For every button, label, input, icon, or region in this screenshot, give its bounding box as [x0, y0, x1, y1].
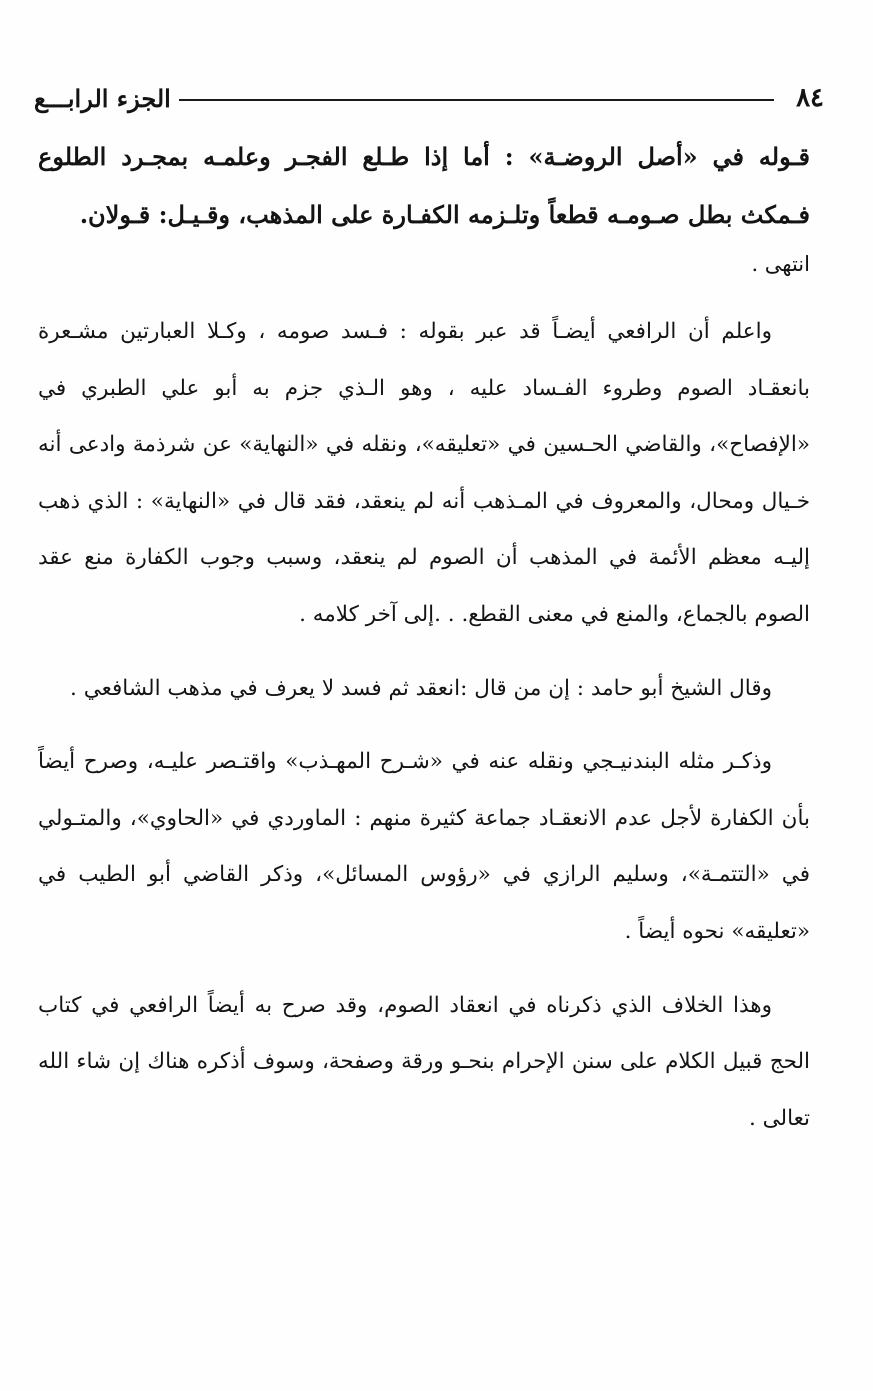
- quote-ending: انتهى .: [751, 252, 810, 276]
- paragraph: وذكـر مثله البندنيـجي ونقله عنه في «شـرح المهـذب» واقتـصر عليـه، وصرح أيضاً بأن الكفارة لأجل عدم الانعقـاد جماعة كثيرة منهم : الماوردي في «الحاوي»، والمتـولي في «التتمـة»، وسليم الرازي في «رؤوس المسائل»، وذكر القاضي أبو الطيب في «تعليقه» نحوه أيضاً .: [38, 749, 810, 944]
- running-header: [34, 78, 824, 118]
- quoted-passage: قـوله في «أصل الروضـة» : أما إذا طـلع الفجـر وعلمـه بمجـرد الطلوع فـمكث بطل صـومـه قطعاً وتلـزمه الكفـارة على المذهب، وقـيـل: قـولان.: [38, 142, 810, 229]
- running-title: الجزء الرابـــع: [34, 83, 171, 113]
- page-body: [38, 128, 810, 1164]
- paragraph: وهذا الخلاف الذي ذكرناه في انعقاد الصوم، وقد صرح به أيضاً الرافعي في كتاب الحج قبيل الكلام على سنن الإحرام بنحـو ورقة وصفحة، وسوف أذكره هناك إن شاء الله تعالى .: [38, 992, 810, 1131]
- header-rule: [179, 99, 774, 101]
- page-number: ٨٤: [796, 83, 824, 113]
- paragraph: واعلم أن الرافعي أيضـاً قد عبر بقوله : فـسد صومه ، وكـلا العبارتين مشـعرة بانعقـاد الصوم وطروء الفـساد عليه ، وهو الـذي جزم به أبو علي الطبري في «الإفصاح»، والقاضي الحـسين في «تعليقه»، ونقله في «النهاية» عن شرذمة وادعى أنه خـيال ومحال، والمعروف في المـذهب أنه لم ينعقد، فقد قال في «النهاية» : الذي ذهب إليـه معظم الأئمة في المذهب أن الصوم لم ينعقد، وسبب وجوب الكفارة منع عقد الصوم بالجماع، والمنع في معنى القطع. . .إلى آخر كلامه .: [38, 319, 810, 627]
- paragraph: وقال الشيخ أبو حامد : إن من قال :انعقد ثم فسد لا يعرف في مذهب الشافعي .: [70, 675, 772, 701]
